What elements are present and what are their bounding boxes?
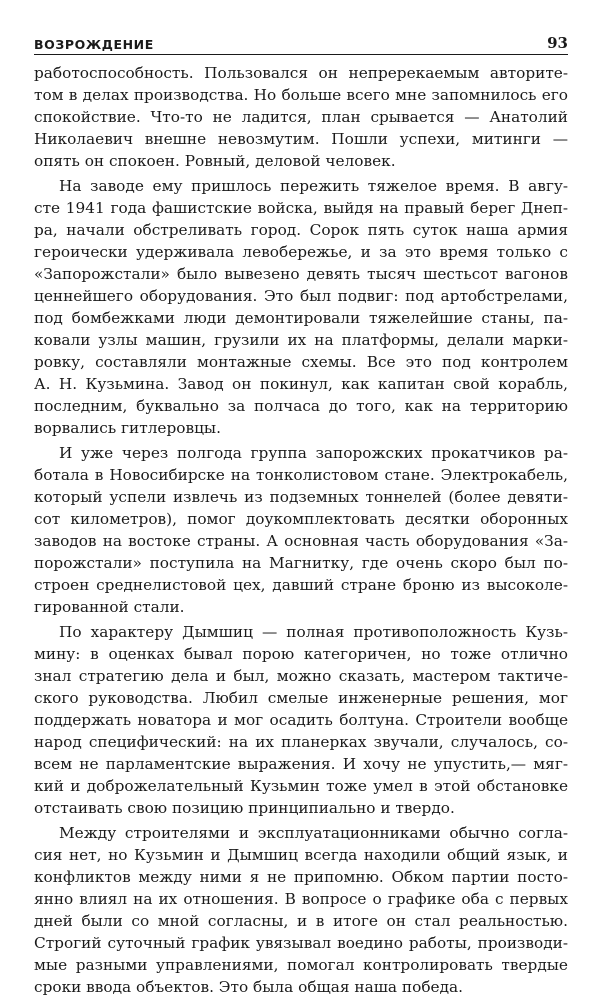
text-line: А. Н. Кузьмина. Завод он покинул, как капитан свой корабль, [34, 375, 568, 393]
text-line: мые разными управлениями, помогал контролировать твердые [34, 956, 568, 974]
paragraph [34, 822, 568, 998]
text-line: янно влиял на их отношения. В вопросе о графике оба с первых [34, 890, 568, 908]
text-line: отстаивать свою позицию принципиально и твердо. [34, 799, 455, 817]
text-line: гированной стали. [34, 598, 185, 616]
text-line: И уже через полгода группа запорожских прокатчиков ра- [59, 444, 568, 462]
text-line: кий и доброжелательный Кузьмин тоже умел в этой обстановке [34, 777, 568, 795]
paragraph [34, 175, 568, 439]
text-line: дней были со мной согласны, и в итоге он стал реальностью. [34, 912, 568, 930]
text-line: героически удерживала левобережье, и за это время только с [34, 243, 568, 261]
text-line: На заводе ему пришлось пережить тяжелое время. В авгу- [59, 177, 568, 195]
paragraph [34, 62, 568, 172]
text-line: опять он спокоен. Ровный, деловой человек. [34, 152, 396, 170]
text-line: заводов на востоке страны. А основная часть оборудования «За- [34, 532, 568, 550]
body-text [34, 62, 568, 998]
text-line: По характеру Дымшиц — полная противоположность Кузь- [59, 623, 568, 641]
text-line: ского руководства. Любил смелые инженерные решения, мог [34, 689, 568, 707]
text-line: сия нет, но Кузьмин и Дымшиц всегда находили общий язык, и [34, 846, 568, 864]
text-line: ворвались гитлеровцы. [34, 419, 221, 437]
text-line: работоспособность. Пользовался он непререкаемым авторите- [34, 64, 568, 82]
text-line: «Запорожстали» было вывезено девять тысяч шестьсот вагонов [34, 265, 568, 283]
text-line: Между строителями и эксплуатационниками обычно согла- [59, 824, 568, 842]
text-line: ковали узлы машин, грузили их на платформы, делали марки- [34, 331, 568, 349]
text-line: народ специфический: на их планерках звучали, случалось, со- [34, 733, 568, 751]
text-line: ценнейшего оборудования. Это был подвиг: под артобстрелами, [34, 287, 568, 305]
text-line: строен среднелистовой цех, давший стране броню из высоколе- [34, 576, 568, 594]
text-line: мину: в оценках бывал порою категоричен, но тоже отлично [34, 645, 568, 663]
page-header [34, 32, 568, 55]
running-title: ВОЗРОЖДЕНИЕ [34, 37, 154, 52]
text-line: спокойствие. Что-то не ладится, план срывается — Анатолий [34, 108, 568, 126]
text-line: сроки ввода объектов. Это была общая наша победа. [34, 978, 463, 996]
text-line: конфликтов между ними я не припомню. Обком партии посто- [34, 868, 568, 886]
text-line: который успели извлечь из подземных тоннелей (более девяти- [34, 488, 568, 506]
text-line: Строгий суточный график увязывал воедино работы, производи- [34, 934, 568, 952]
paragraph [34, 621, 568, 819]
text-line: поддержать новатора и мог осадить болтуна. Строители вообще [34, 711, 568, 729]
text-line: сте 1941 года фашистские войска, выйдя на правый берег Днеп- [34, 199, 568, 217]
text-line: Николаевич внешне невозмутим. Пошли успехи, митинги — [34, 130, 568, 148]
text-line: ра, начали обстреливать город. Сорок пять суток наша армия [34, 221, 568, 239]
book-page [34, 32, 568, 1001]
text-line: порожстали» поступила на Магнитку, где очень скоро был по- [34, 554, 568, 572]
text-line: сот километров), помог доукомплектовать десятки оборонных [34, 510, 568, 528]
text-line: знал стратегию дела и был, можно сказать, мастером тактиче- [34, 667, 568, 685]
text-line: ботала в Новосибирске на тонколистовом стане. Электрокабель, [34, 466, 568, 484]
text-line: последним, буквально за полчаса до того, как на территорию [34, 397, 568, 415]
text-line: под бомбежками люди демонтировали тяжелейшие станы, па- [34, 309, 568, 327]
text-line: том в делах производства. Но больше всего мне запомнилось его [34, 86, 568, 104]
text-line: ровку, составляли монтажные схемы. Все это под контролем [34, 353, 568, 371]
text-line: всем не парламентские выражения. И хочу не упустить,— мяг- [34, 755, 568, 773]
paragraph [34, 442, 568, 618]
page-number: 93 [547, 34, 568, 52]
